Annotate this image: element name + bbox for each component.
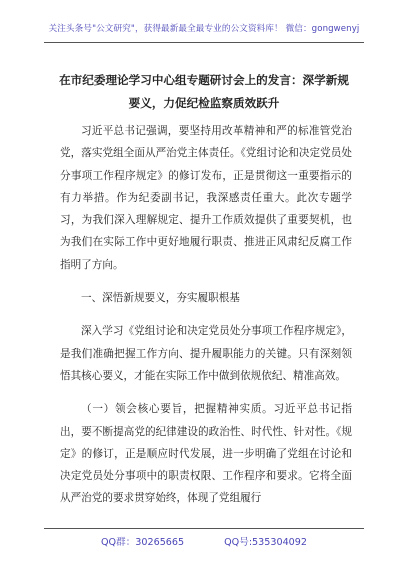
- qq-group-number: QQ群：30265665: [101, 537, 185, 548]
- paragraph-study: 深入学习《党组讨论和决定党员处分事项工作程序规定》，是我们准确把握工作方向、提升履职能力的关键。只有深刻领悟其核心要义，才能在实际工作中做到依规依纪、精准高效。: [60, 325, 352, 382]
- paragraph-subsection-1: （一）领会核心要旨，把握精神实质。习近平总书记指出，要不断提高党的纪律建设的政治性、时代性、针对性。《规定》的修订，正是顺应时代发展，进一步明确了党组在讨论和决定党员处分事项中的职责权限、工作程序和要求。它将全面从严治党的要求贯穿始终，体现了党组履行: [60, 403, 352, 505]
- title-line-2: 要义，力促纪检监察质效跃升: [128, 96, 280, 110]
- footer-contacts: [0, 534, 408, 548]
- title-line-1: 在市纪委理论学习中心组专题研讨会上的发言：深学新规: [59, 73, 349, 87]
- header-divider: [44, 42, 364, 43]
- document-body: [60, 120, 352, 510]
- section-heading-1: 一、深悟新规要义，夯实履职根基: [81, 292, 240, 305]
- footer-divider: [44, 528, 364, 529]
- document-title: [44, 69, 364, 115]
- qq-number: QQ号:535304092: [224, 537, 307, 548]
- header-note: 关注头条号"公文研究"，获得最新最全最专业的公文资料库！ 微信：gongwenyj: [48, 24, 360, 34]
- paragraph-intro: 习近平总书记强调，要坚持用改革精神和严的标准管党治党，落实党组全面从严治党主体责任。《党组讨论和决定党员处分事项工作程序规定》的修订发布，正是贯彻这一重要指示的有力举措。作为纪委副书记，我深感责任重大。此次专题学习，为我们深入理解规定、提升工作质效提供了重要契机，也为我们在实际工作中更好地履行职责、推进正风肃纪反腐工作指明了方向。: [60, 125, 352, 271]
